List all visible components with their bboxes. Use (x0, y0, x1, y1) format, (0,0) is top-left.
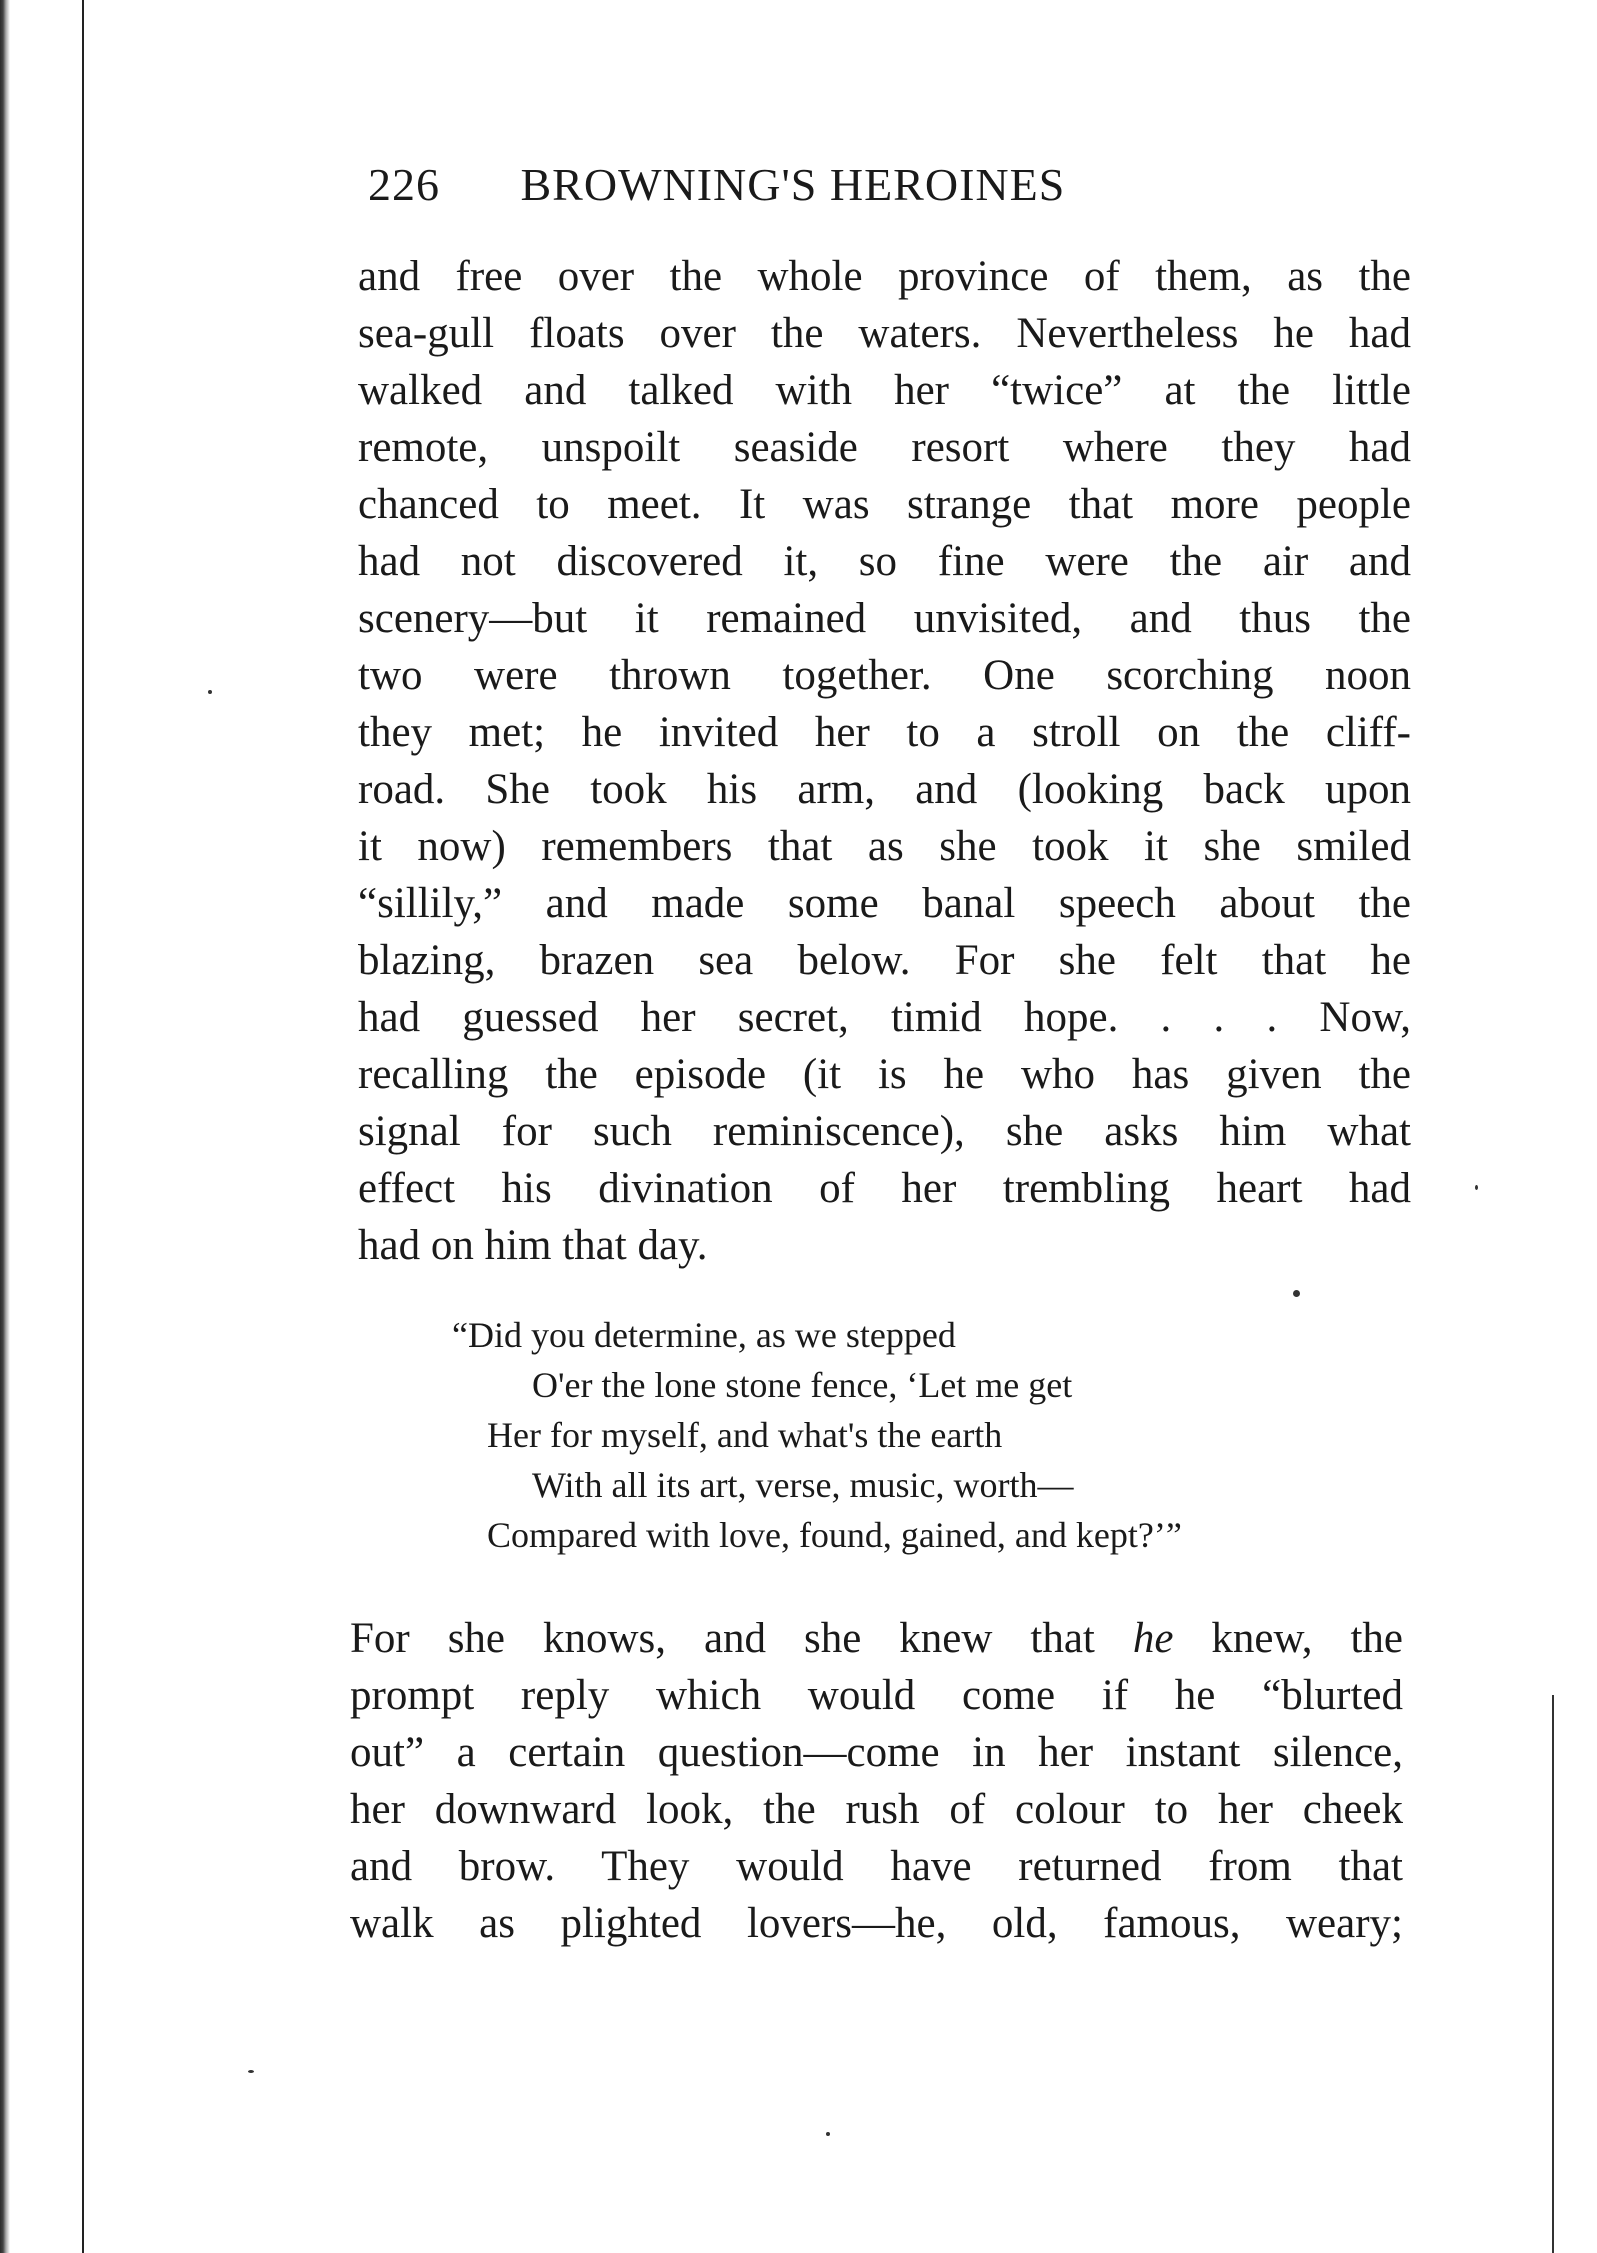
text-line: “sillily,” and made some banal speech about the (358, 880, 1411, 927)
text-line: effect his divination of her trembling heart had (358, 1165, 1411, 1212)
text-line: walked and talked with her “twice” at the little (358, 367, 1411, 414)
binding-edge-line (82, 0, 84, 2253)
running-header (368, 158, 1368, 211)
text-line: sea-gull floats over the waters. Nevertheless he had (358, 310, 1411, 357)
verse-quotation (452, 1310, 1352, 1560)
verse-line: “Did you determine, as we stepped (452, 1315, 956, 1355)
text-line: and free over the whole province of them, as the (358, 253, 1411, 300)
text-line: blazing, brazen sea below. For she felt that he (358, 937, 1411, 984)
text-line: walk as plighted lovers—he, old, famous, weary; (350, 1900, 1403, 1947)
page-gutter-shadow (0, 0, 10, 2253)
text-line: signal for such reminiscence), she asks him what (358, 1108, 1411, 1155)
text-line (350, 1610, 1403, 1667)
text-line: had on him that day. (358, 1222, 708, 1269)
text-fragment: knew, the (1211, 1615, 1403, 1662)
paragraph-2 (350, 1610, 1403, 1952)
running-title: BROWNING'S HEROINES (520, 159, 1066, 210)
text-line: two were thrown together. One scorching noon (358, 652, 1411, 699)
text-line: scenery—but it remained unvisited, and thus the (358, 595, 1411, 642)
text-line: they met; he invited her to a stroll on the cliff- (358, 709, 1411, 756)
page-speck (826, 2132, 830, 2136)
text-line: and brow. They would have returned from that (350, 1843, 1403, 1890)
page-speck (1293, 1290, 1300, 1297)
text-line: out” a certain question—come in her instant silence, (350, 1729, 1403, 1776)
text-line: road. She took his arm, and (looking back upon (358, 766, 1411, 813)
page-speck (1475, 1185, 1478, 1190)
verse-line: Her for myself, and what's the earth (487, 1415, 1003, 1455)
right-edge-line (1552, 1695, 1554, 2253)
emphasized-word: he (1132, 1615, 1174, 1662)
text-line: prompt reply which would come if he “blurted (350, 1672, 1403, 1719)
text-line: her downward look, the rush of colour to her cheek (350, 1786, 1403, 1833)
text-line: had guessed her secret, timid hope. . . . Now, (358, 994, 1411, 1041)
page-speck (208, 690, 212, 694)
page-number: 226 (368, 159, 440, 210)
paragraph-1 (358, 248, 1411, 1274)
verse-line: O'er the lone stone fence, ‘Let me get (532, 1365, 1073, 1405)
verse-line: Compared with love, found, gained, and kept?’” (487, 1515, 1182, 1555)
text-line: chanced to meet. It was strange that more people (358, 481, 1411, 528)
text-line: recalling the episode (it is he who has given the (358, 1051, 1411, 1098)
text-line: it now) remembers that as she took it she smiled (358, 823, 1411, 870)
page-speck (248, 2070, 254, 2073)
text-fragment: For she knows, and she knew that (350, 1615, 1095, 1662)
text-line: had not discovered it, so fine were the air and (358, 538, 1411, 585)
text-line: remote, unspoilt seaside resort where they had (358, 424, 1411, 471)
verse-line: With all its art, verse, music, worth— (532, 1465, 1074, 1505)
